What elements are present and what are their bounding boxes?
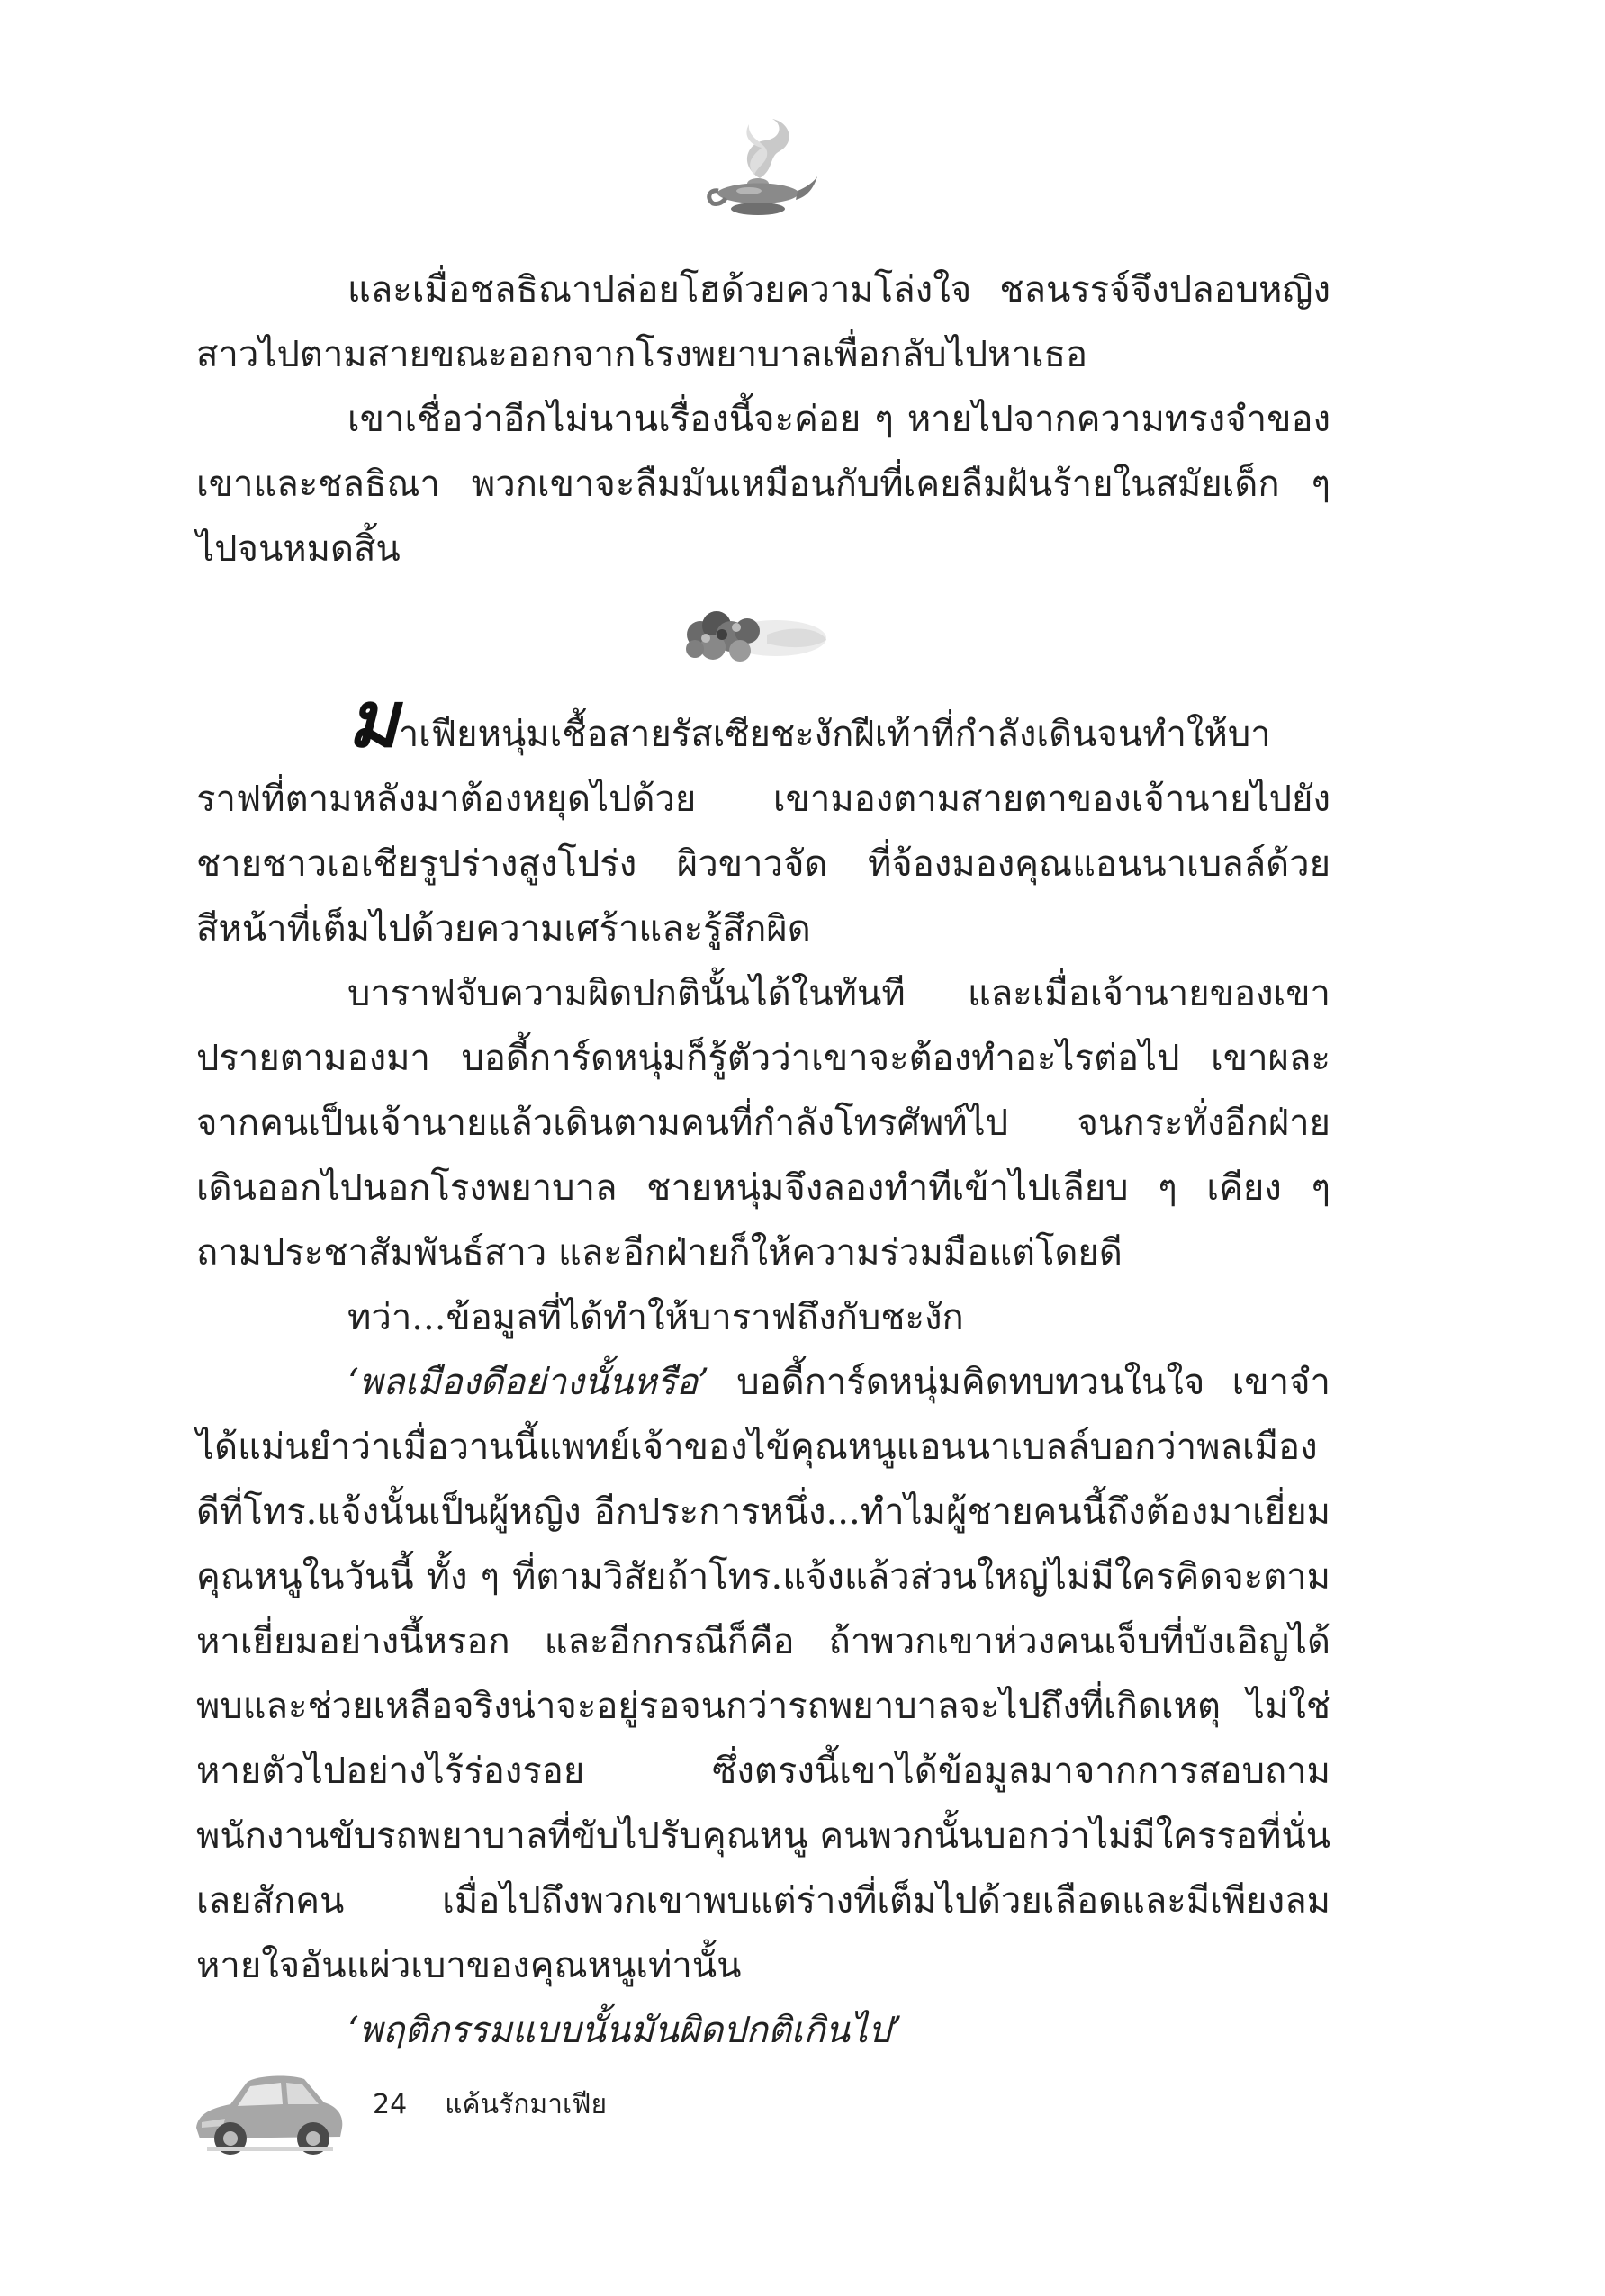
paragraph: และเมื่อชลธิณาปล่อยโฮด้วยความโล่งใจ ชลนรรจ์จึงปลอบหญิงสาวไปตามสายขณะออกจากโรงพยาบาลเพื่อกลับไปหาเธอ <box>196 269 1330 375</box>
paragraph <box>196 1350 1330 1998</box>
drop-cap: ม <box>347 675 399 765</box>
paragraph: บาราฟจับความผิดปกตินั้นได้ในทันที และเมื่อเจ้านายของเขาปรายตามองมา บอดี้การ์ดหนุ่มก็รู้ตัวว่าเขาจะต้องทำอะไรต่อไป เขาผละจากคนเป็นเจ้านายแล้วเดินตามคนที่กำลังโทรศัพท์ไป จนกระทั่งอีกฝ่ายเดินออกไปนอกโรงพยาบาล ชายหนุ่มจึงลองทำทีเข้าไปเลียบ ๆ เคียง ๆ ถามประชาสัมพันธ์สาว และอีกฝ่ายก็ให้ความร่วมมือแต่โดยดี <box>196 973 1330 1274</box>
paragraph: ทว่า...ข้อมูลที่ได้ทำให้บาราฟถึงกับชะงัก <box>347 1297 964 1338</box>
flower-bouquet-icon <box>677 599 830 672</box>
main-section <box>196 675 1330 2063</box>
inner-thought: ‘พลเมืองดีอย่างนั้นหรือ’ <box>347 1362 709 1403</box>
paragraph: เขาเชื่อว่าอีกไม่นานเรื่องนี้จะค่อย ๆ หายไปจากความทรงจำของเขาและชลธิณา พวกเขาจะลืมมันเหมือนกับที่เคยลืมฝันร้ายในสมัยเด็ก ๆ ไปจนหมดสิ้น <box>196 399 1330 570</box>
paragraph-text: าเฟียหนุ่มเชื้อสายรัสเซียชะงักฝีเท้าที่กำลังเดินจนทำให้บาราฟที่ตามหลังมาต้องหยุดไปด้วย เขามองตามสายตาของเจ้านายไปยังชายชาวเอเชียรูปร่างสูงโปร่ง ผิวขาวจัด ที่จ้องมองคุณแอนนาเบลล์ด้วยสีหน้าที่เต็มไปด้วยความเศร้าและรู้สึกผิด <box>196 714 1330 950</box>
opening-section <box>196 257 1330 581</box>
inner-thought: ‘พฤติกรรมแบบนั้นมันผิดปกติเกินไป’ <box>347 2010 903 2051</box>
paragraph-text: บอดี้การ์ดหนุ่มคิดทบทวนในใจ เขาจำได้แม่นยำว่าเมื่อวานนี้แพทย์เจ้าของไข้คุณหนูแอนนาเบลล์บอกว่าพลเมืองดีที่โทร.แจ้งนั้นเป็นผู้หญิง อีกประการหนึ่ง...ทำไมผู้ชายคนนี้ถึงต้องมาเยี่ยมคุณหนูในวันนี้ ทั้ง ๆ ที่ตามวิสัยถ้าโทร.แจ้งแล้วส่วนใหญ่ไม่มีใครคิดจะตามหาเยี่ยมอย่างนี้หรอก และอีกกรณีก็คือ ถ้าพวกเขาห่วงคนเจ็บที่บังเอิญได้พบและช่วยเหลือจริงน่าจะอยู่รอจนกว่ารถพยาบาลจะไปถึงที่เกิดเหตุ ไม่ใช่หายตัวไปอย่างไร้ร่องรอย ซึ่งตรงนี้เขาได้ข้อมูลมาจากการสอบถามพนักงานขับรถพยาบาลที่ขับไปรับคุณหนู คนพวกนั้นบอกว่าไม่มีใครรอที่นั่นเลยสักคน เมื่อไปถึงพวกเขาพบแต่ร่างที่เต็มไปด้วยเลือดและมีเพียงลมหายใจอันแผ่วเบาของคุณหนูเท่านั้น <box>196 1362 1330 1986</box>
page-number: 24 <box>373 2089 408 2120</box>
book-title: แค้นรักมาเฟีย <box>445 2089 608 2120</box>
page-footer <box>373 2084 607 2126</box>
paragraph <box>196 675 1330 961</box>
car-icon <box>189 2063 347 2162</box>
genie-lamp-icon <box>702 115 819 223</box>
